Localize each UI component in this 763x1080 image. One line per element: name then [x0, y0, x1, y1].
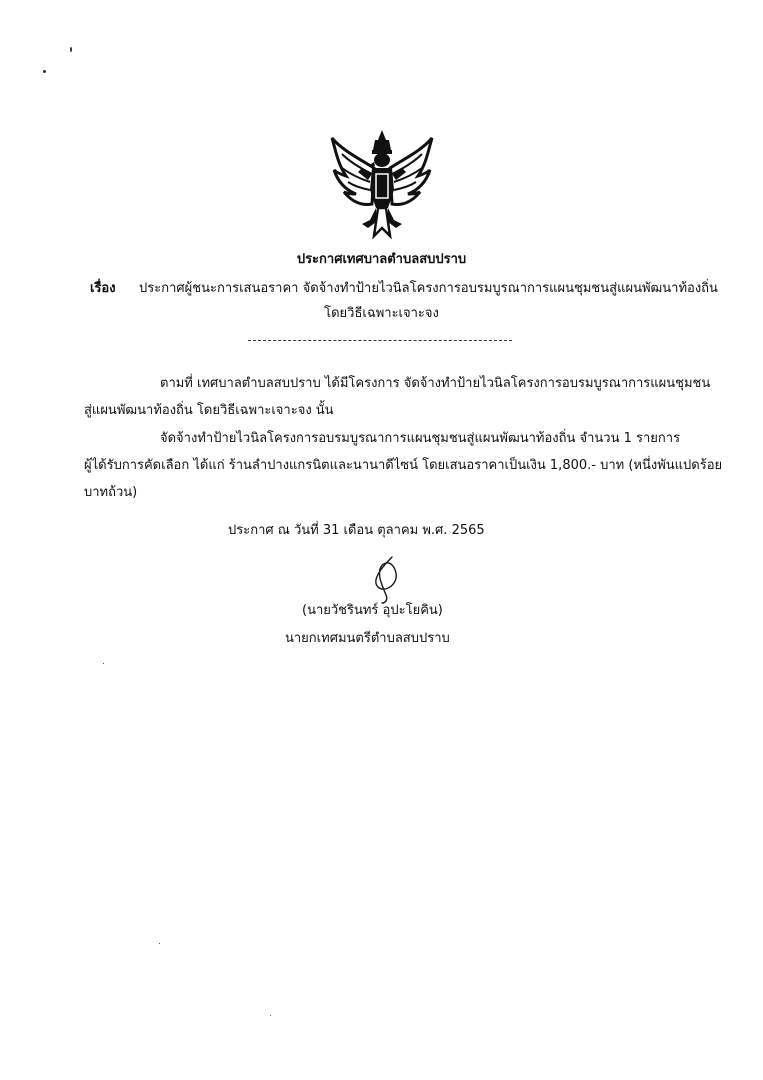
- signatory-position: นายกเทศมนตรีตำบลสบปราบ: [285, 631, 450, 646]
- signatory-name: (นายวัชรินทร์ อุปะโยคิน): [302, 603, 443, 618]
- signature-icon: [362, 555, 408, 605]
- date-line: ประกาศ ณ วันที่ 31 เดือน ตุลาคม พ.ศ. 2565: [228, 523, 485, 538]
- announcement-title: ประกาศเทศบาลตำบลสบปราบ: [296, 252, 467, 267]
- paragraph-2-line-2: ผู้ได้รับการคัดเลือก ได้แก่ ร้านลำปางแกรนิตและนานาดีไซน์ โดยเสนอราคาเป็นเงิน 1,800.- บาท (หนึ่งพันแปดร้อย: [84, 458, 723, 473]
- scan-speck: [43, 70, 46, 73]
- paragraph-1-line-2: สู่แผนพัฒนาท้องถิ่น โดยวิธีเฉพาะเจาะจง นั้น: [84, 403, 334, 418]
- separator-line: [248, 340, 512, 341]
- garuda-emblem-icon: [328, 128, 436, 240]
- subject-label: เรื่อง: [90, 281, 116, 296]
- subject-method: โดยวิธีเฉพาะเจาะจง: [324, 306, 439, 321]
- paragraph-2-line-1: จัดจ้างทำป้ายไวนิลโครงการอบรมบูรณาการแผนชุมชนสู่แผนพัฒนาท้องถิ่น จำนวน 1 รายการ: [160, 431, 681, 446]
- paragraph-1-line-1: ตามที่ เทศบาลตำบลสบปราบ ได้มีโครงการ จัดจ้างทำป้ายไวนิลโครงการอบรมบูรณาการแผนชุมชน: [160, 376, 711, 391]
- subject-text: ประกาศผู้ชนะการเสนอราคา จัดจ้างทำป้ายไวนิลโครงการอบรมบูรณาการแผนชุมชนสู่แผนพัฒนาท้องถิ่น: [139, 281, 718, 296]
- scan-speck: [270, 1015, 271, 1016]
- paragraph-2-line-3: บาทถ้วน): [84, 485, 138, 500]
- scan-speck: [159, 943, 160, 944]
- scan-speck: [70, 47, 72, 52]
- scan-speck: [103, 663, 104, 664]
